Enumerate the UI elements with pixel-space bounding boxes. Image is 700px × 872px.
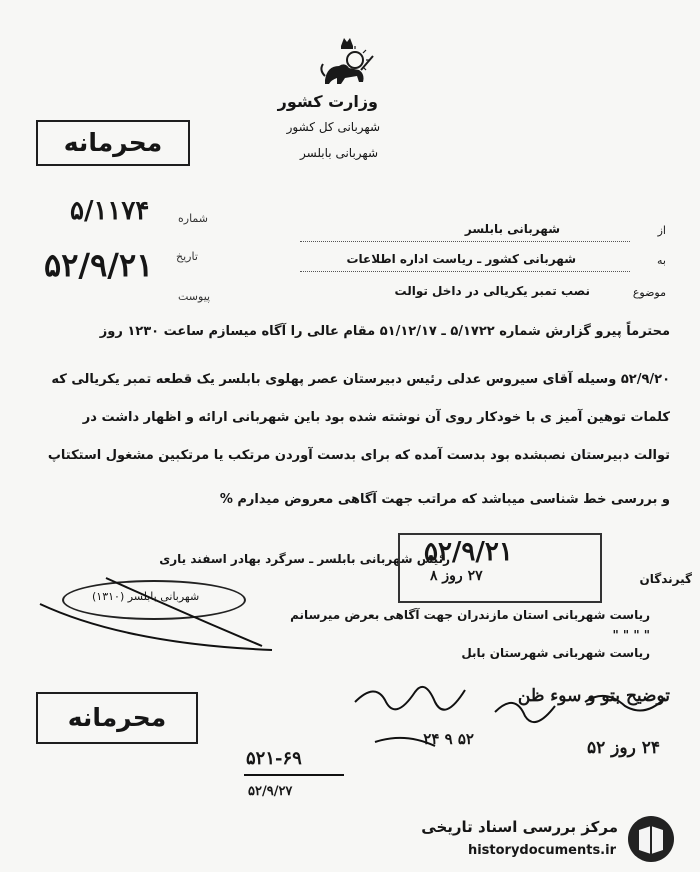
from-value: شهربانی بابلسر [464, 222, 560, 236]
to-dotted-line [300, 270, 630, 272]
body-line-3: کلمات توهین آمیز ی با خودکار روی آن نوشته شده بود باین شهربانی ارائه و اظهار داشت در [82, 410, 670, 425]
department-line-2: شهربانی بابلسر [300, 146, 378, 160]
to-value: شهربانی کشور ـ ریاست اداره اطلاعات [346, 252, 576, 266]
handwritten-note-2: ۲۴ روز ۵۲ [587, 738, 660, 758]
archive-logo-icon [626, 814, 676, 864]
to-label: به [657, 254, 666, 267]
reference-number: ۵۲۱-۶۹ [246, 748, 302, 769]
recipients-label: گیرندگان [639, 572, 692, 586]
subject-value: نصب تمبر یکریالی در داخل توالت [394, 284, 590, 298]
body-line-2: ۵۲/۹/۲۰ وسیله آقای سیروس عدلی رئیس دبیرستان عصر پهلوی بابلسر یک قطعه تمبر یکریالی که [51, 372, 670, 387]
strike-through-marks [36, 574, 276, 654]
received-stamp-line-2: ۲۷ روز ۸ [430, 568, 483, 584]
handwritten-note-1: توضیح بتو و سوء ظن [517, 686, 670, 706]
date-label: تاریخ [176, 250, 198, 263]
department-line-1: شهربانی کل کشور [286, 120, 380, 134]
from-dotted-line [300, 240, 630, 242]
recipient-line-2: ریاست شهربانی شهرستان بابل [461, 646, 650, 660]
archive-name: مرکز بررسی اسناد تاریخی [421, 818, 618, 836]
confidential-stamp-top: محرمانه [36, 120, 190, 166]
signatory-title: رئیس شهربانی بابلسر ـ سرگرد بهادر اسفند یاری [159, 552, 450, 566]
archive-url: historydocuments.ir [467, 843, 616, 858]
date-value: ۵۲/۹/۲۱ [44, 246, 154, 284]
confidential-stamp-bottom: محرمانه [36, 692, 198, 744]
from-label: از [657, 224, 666, 237]
number-label: شماره [178, 212, 209, 225]
number-value: ۵/۱۱۷۴ [70, 196, 150, 226]
body-line-5: و بررسی خط شناسی میباشد که مراتب جهت آگاهی معروض میدارم % [219, 492, 670, 507]
ministry-title: وزارت کشور [277, 92, 378, 111]
handwritten-note-3: ۲۴ ۹ ۵۲ [423, 730, 474, 748]
subject-label: موضوع [632, 286, 666, 299]
reference-underline [244, 774, 344, 776]
body-line-4: توالت دبیرستان نصبشده بود بدست آمده که برای بدست آوردن مرتکب یا مرتکبین مشغول استکتاپ [47, 448, 670, 463]
ditto-marks: " " " " [612, 628, 650, 642]
reference-date: ۵۲/۹/۲۷ [248, 784, 293, 799]
lion-and-sun-emblem [315, 36, 379, 92]
body-line-1: محترماً پیرو گزارش شماره ۵/۱۷۲۲ ـ ۵۱/۱۲/۱۷ مقام عالی را آگاه میسازم ساعت ۱۲۳۰ روز [99, 324, 670, 339]
recipient-line-1: ریاست شهربانی استان مازندران جهت آگاهی بعرض میرسانم [290, 608, 650, 622]
received-stamp-date: ۵۲/۹/۲۱ [424, 537, 513, 567]
attachment-label: پیوست [178, 290, 211, 303]
police-seal-text: شهربانی بابلسر (۱۳۱۰) [92, 590, 200, 603]
